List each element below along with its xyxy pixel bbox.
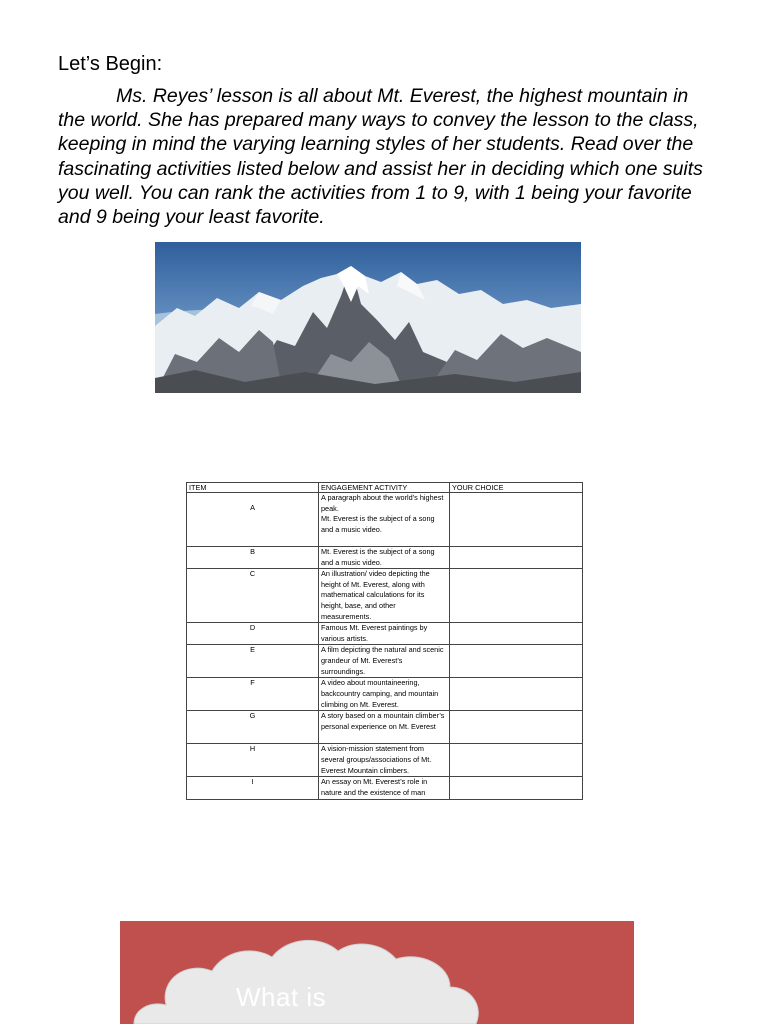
table-row [187,744,583,777]
intro-paragraph: Ms. Reyes’ lesson is all about Mt. Everest, the highest mountain in the world. She has prepared many ways to convey the lesson to the class, keeping in mind the varying learning styles of her students. Read over the fascinating activities listed below and assist her in deciding which one suits you well. You can rank the activities from 1 to 9, with 1 being your favorite and 9 being your least favorite. [58,85,703,229]
item-letter: A [187,493,319,547]
choice-cell[interactable] [450,645,583,678]
header-engagement-activity: ENGAGEMENT ACTIVITY [319,483,450,493]
choice-cell[interactable] [450,623,583,645]
cloud-heading: What is [236,982,327,1012]
table-row [187,711,583,744]
header-item: ITEM [187,483,319,493]
table-row [187,569,583,623]
choice-cell[interactable] [450,569,583,623]
table-row [187,678,583,711]
activity-description: A story based on a mountain climber’s personal experience on Mt. Everest [319,711,450,744]
activity-description: Famous Mt. Everest paintings by various artists. [319,623,450,645]
item-letter: H [187,744,319,777]
item-letter: E [187,645,319,678]
header-your-choice: YOUR CHOICE [450,483,583,493]
item-letter: C [187,569,319,623]
item-letter: G [187,711,319,744]
item-letter: D [187,623,319,645]
choice-cell[interactable] [450,711,583,744]
activity-description: An essay on Mt. Everest’s role in nature and the existence of man [319,777,450,799]
activity-description: A video about mountaineering, backcountry camping, and mountain climbing on Mt. Everest. [319,678,450,711]
table-row [187,623,583,645]
table-header-row [187,483,583,493]
activity-description: A vision-mission statement from several groups/associations of Mt. Everest Mountain climbers. [319,744,450,777]
activities-table [186,482,583,800]
section-heading: Let’s Begin: [58,53,163,75]
choice-cell[interactable] [450,493,583,547]
activity-description: Mt. Everest is the subject of a song and a music video. [319,547,450,569]
table-row [187,777,583,799]
activity-description: An illustration/ video depicting the height of Mt. Everest, along with mathematical calculations for its height, base, and other measurements. [319,569,450,623]
item-letter: B [187,547,319,569]
table-row [187,645,583,678]
table-row [187,493,583,547]
cloud-shape [120,921,634,1024]
mount-everest-photo [155,242,581,393]
activity-description: A paragraph about the world’s highest peak. Mt. Everest is the subject of a song and a music video. [319,493,450,547]
activity-description: A film depicting the natural and scenic grandeur of Mt. Everest’s surroundings. [319,645,450,678]
table-row [187,547,583,569]
choice-cell[interactable] [450,547,583,569]
choice-cell[interactable] [450,678,583,711]
choice-cell[interactable] [450,744,583,777]
item-letter: F [187,678,319,711]
choice-cell[interactable] [450,777,583,799]
item-letter: I [187,777,319,799]
what-is-banner [120,921,634,1024]
